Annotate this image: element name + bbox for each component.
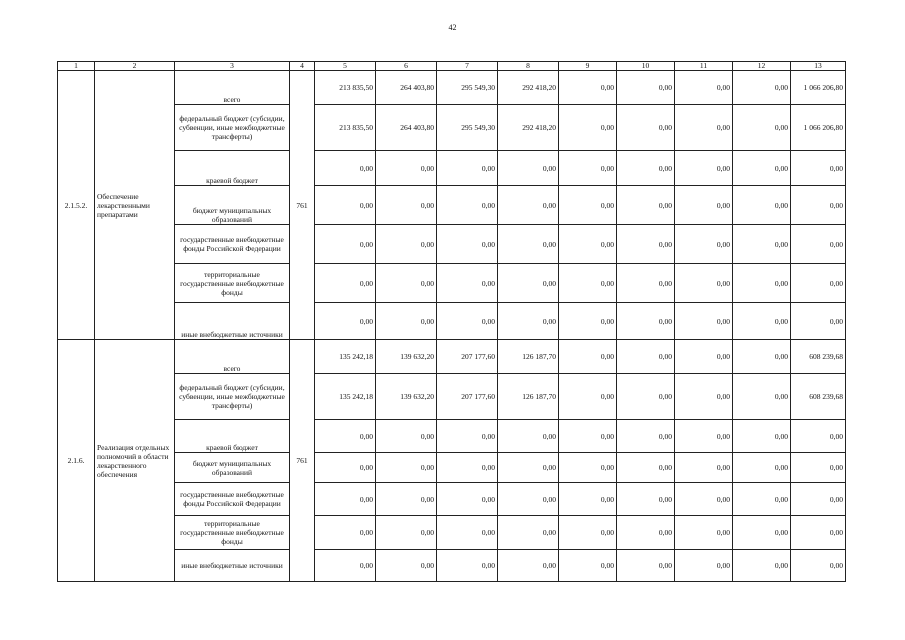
funding-source: всего [175,71,290,105]
year-value: 0,00 [675,225,733,264]
funding-source: территориальные государственные внебюджетные фонды [175,516,290,550]
year-value: 0,00 [617,453,675,483]
year-value: 0,00 [675,453,733,483]
item-code: 2.1.6. [58,340,95,582]
funding-source: государственные внебюджетные фонды Российской Федерации [175,483,290,516]
table-row [58,340,846,374]
year-value: 0,00 [733,420,791,453]
year-value: 0,00 [675,303,733,340]
year-value: 0,00 [559,186,617,225]
total-value: 0,00 [791,151,846,186]
page-number: 42 [448,23,457,32]
total-value: 1 066 206,80 [791,105,846,151]
year-value: 0,00 [437,151,498,186]
total-value: 0,00 [791,186,846,225]
year-value: 0,00 [376,151,437,186]
table-row [58,151,846,186]
funding-source: бюджет муниципальных образований [175,186,290,225]
grbs-code: 761 [290,340,315,582]
year-value: 0,00 [617,71,675,105]
year-value: 0,00 [733,453,791,483]
column-number: 5 [315,62,376,71]
table-row [58,453,846,483]
funding-source: федеральный бюджет (субсидии, субвенции, иные межбюджетные трансферты) [175,374,290,420]
year-value: 0,00 [315,483,376,516]
total-value: 0,00 [791,420,846,453]
year-value: 0,00 [733,483,791,516]
year-value: 0,00 [315,420,376,453]
year-value: 0,00 [498,483,559,516]
year-value: 0,00 [617,225,675,264]
year-value: 0,00 [559,550,617,582]
total-value: 608 239,68 [791,374,846,420]
year-value: 0,00 [617,420,675,453]
year-value: 0,00 [675,550,733,582]
year-value: 264 403,80 [376,71,437,105]
year-value: 0,00 [437,550,498,582]
year-value: 295 549,30 [437,105,498,151]
year-value: 0,00 [733,186,791,225]
year-value: 0,00 [437,420,498,453]
year-value: 295 549,30 [437,71,498,105]
column-number: 2 [95,62,175,71]
column-number: 9 [559,62,617,71]
year-value: 0,00 [675,516,733,550]
year-value: 0,00 [617,483,675,516]
year-value: 0,00 [376,550,437,582]
year-value: 0,00 [733,550,791,582]
table-row [58,71,846,105]
year-value: 213 835,50 [315,105,376,151]
year-value: 0,00 [315,186,376,225]
year-value: 0,00 [675,71,733,105]
table-row [58,550,846,582]
year-value: 0,00 [617,105,675,151]
year-value: 207 177,60 [437,340,498,374]
year-value: 0,00 [617,264,675,303]
table-row [58,186,846,225]
column-number: 12 [733,62,791,71]
year-value: 139 632,20 [376,340,437,374]
year-value: 0,00 [559,483,617,516]
year-value: 0,00 [559,374,617,420]
year-value: 126 187,70 [498,340,559,374]
item-code: 2.1.5.2. [58,71,95,340]
table-row [58,420,846,453]
total-value: 0,00 [791,550,846,582]
year-value: 0,00 [559,453,617,483]
year-value: 0,00 [733,105,791,151]
total-value: 0,00 [791,483,846,516]
grbs-code: 761 [290,71,315,340]
year-value: 0,00 [559,420,617,453]
total-value: 0,00 [791,303,846,340]
funding-source: государственные внебюджетные фонды Российской Федерации [175,225,290,264]
year-value: 0,00 [437,186,498,225]
total-value: 0,00 [791,264,846,303]
year-value: 0,00 [559,71,617,105]
year-value: 0,00 [559,303,617,340]
year-value: 0,00 [733,225,791,264]
column-number: 1 [58,62,95,71]
year-value: 0,00 [437,483,498,516]
year-value: 0,00 [498,264,559,303]
year-value: 0,00 [376,303,437,340]
total-value: 0,00 [791,225,846,264]
year-value: 0,00 [376,453,437,483]
table-row [58,374,846,420]
year-value: 0,00 [617,340,675,374]
year-value: 292 418,20 [498,105,559,151]
item-name: Обеспечение лекарственными препаратами [95,71,175,340]
table-row [58,516,846,550]
year-value: 0,00 [315,303,376,340]
year-value: 0,00 [733,264,791,303]
column-number: 13 [791,62,846,71]
year-value: 0,00 [733,71,791,105]
budget-table-body [58,62,846,582]
year-value: 0,00 [437,303,498,340]
year-value: 213 835,50 [315,71,376,105]
table-row [58,483,846,516]
year-value: 0,00 [498,186,559,225]
total-value: 608 239,68 [791,340,846,374]
year-value: 139 632,20 [376,374,437,420]
column-number: 8 [498,62,559,71]
year-value: 0,00 [315,225,376,264]
year-value: 0,00 [617,550,675,582]
year-value: 126 187,70 [498,374,559,420]
year-value: 0,00 [559,516,617,550]
year-value: 0,00 [498,225,559,264]
year-value: 0,00 [315,453,376,483]
year-value: 0,00 [376,420,437,453]
item-name: Реализация отдельных полномочий в области лекарственного обеспечения [95,340,175,582]
year-value: 0,00 [733,340,791,374]
year-value: 0,00 [617,374,675,420]
column-number: 10 [617,62,675,71]
year-value: 0,00 [559,151,617,186]
year-value: 0,00 [675,420,733,453]
year-value: 0,00 [498,420,559,453]
year-value: 0,00 [498,550,559,582]
year-value: 0,00 [617,151,675,186]
column-number: 11 [675,62,733,71]
year-value: 0,00 [559,264,617,303]
year-value: 0,00 [437,264,498,303]
year-value: 0,00 [376,483,437,516]
year-value: 0,00 [559,225,617,264]
funding-source: территориальные государственные внебюджетные фонды [175,264,290,303]
year-value: 0,00 [675,186,733,225]
year-value: 0,00 [675,483,733,516]
table-row [58,264,846,303]
funding-source: иные внебюджетные источники [175,550,290,582]
column-number: 7 [437,62,498,71]
column-number-row [58,62,846,71]
year-value: 0,00 [733,151,791,186]
funding-source: бюджет муниципальных образований [175,453,290,483]
year-value: 0,00 [498,303,559,340]
year-value: 0,00 [498,151,559,186]
column-number: 3 [175,62,290,71]
year-value: 0,00 [376,186,437,225]
year-value: 0,00 [617,303,675,340]
year-value: 0,00 [733,303,791,340]
total-value: 0,00 [791,516,846,550]
year-value: 0,00 [437,516,498,550]
year-value: 0,00 [315,151,376,186]
year-value: 135 242,18 [315,340,376,374]
year-value: 0,00 [675,105,733,151]
year-value: 0,00 [315,516,376,550]
column-number: 4 [290,62,315,71]
year-value: 135 242,18 [315,374,376,420]
total-value: 0,00 [791,453,846,483]
year-value: 292 418,20 [498,71,559,105]
year-value: 0,00 [498,453,559,483]
year-value: 0,00 [315,550,376,582]
year-value: 0,00 [675,340,733,374]
total-value: 1 066 206,80 [791,71,846,105]
year-value: 264 403,80 [376,105,437,151]
funding-source: краевой бюджет [175,420,290,453]
funding-source: иные внебюджетные источники [175,303,290,340]
year-value: 0,00 [437,453,498,483]
year-value: 0,00 [315,264,376,303]
year-value: 0,00 [376,225,437,264]
funding-source: краевой бюджет [175,151,290,186]
year-value: 0,00 [437,225,498,264]
funding-source: федеральный бюджет (субсидии, субвенции, иные межбюджетные трансферты) [175,105,290,151]
budget-table [57,61,846,582]
year-value: 0,00 [675,151,733,186]
year-value: 0,00 [559,105,617,151]
year-value: 0,00 [617,186,675,225]
funding-source: всего [175,340,290,374]
year-value: 0,00 [376,264,437,303]
year-value: 0,00 [498,516,559,550]
year-value: 0,00 [617,516,675,550]
year-value: 0,00 [675,264,733,303]
column-number: 6 [376,62,437,71]
year-value: 0,00 [376,516,437,550]
table-row [58,225,846,264]
year-value: 0,00 [675,374,733,420]
year-value: 207 177,60 [437,374,498,420]
table-row [58,105,846,151]
year-value: 0,00 [733,516,791,550]
year-value: 0,00 [559,340,617,374]
year-value: 0,00 [733,374,791,420]
table-row [58,303,846,340]
